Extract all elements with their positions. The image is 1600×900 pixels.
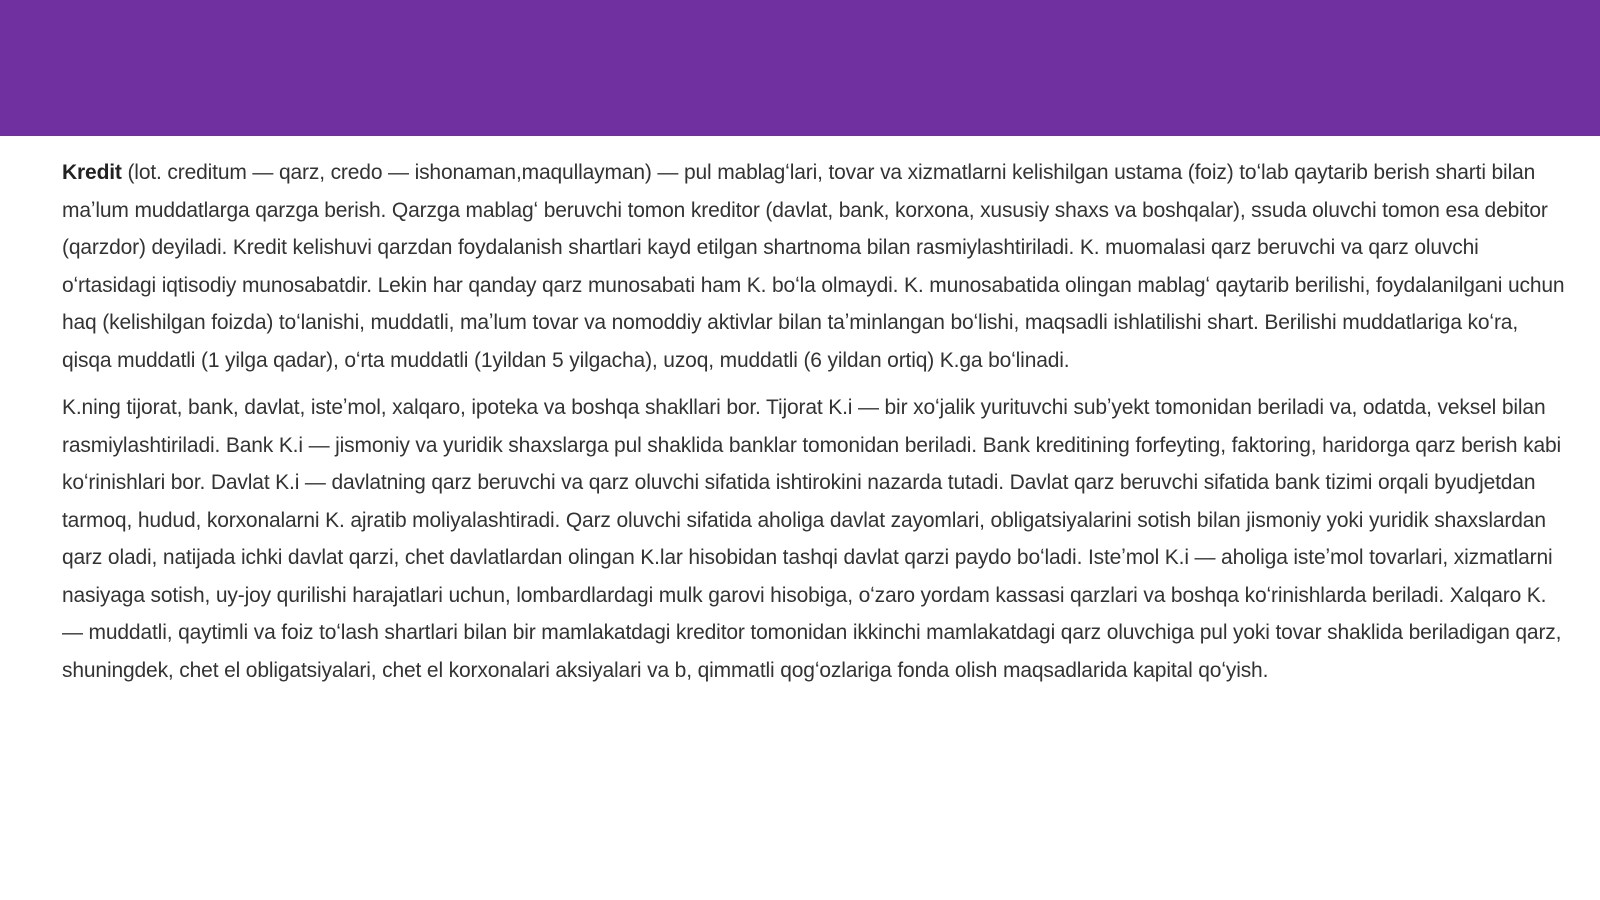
- paragraph-definition: [62, 154, 1570, 379]
- paragraph-types: K.ning tijorat, bank, davlat, isteʼmol, xalqaro, ipoteka va boshqa shakllari bor. Tijorat K.i — bir xoʻjalik yurituvchi subʼyekt tomonidan beriladi va, odatda, veksel bilan rasmiylashtiriladi. Bank K.i — jismoniy va yuridik shaxslarga pul shaklida banklar tomonidan beriladi. Bank kreditining forfeyting, faktoring, haridorga qarz berish kabi koʻrinishlari bor. Davlat K.i — davlatning qarz beruvchi va qarz oluvchi sifatida ishtirokini nazarda tutadi. Davlat qarz beruvchi sifatida bank tizimi orqali byudjetdan tarmoq, hudud, korxonalarni K. ajratib moliyalashtiradi. Qarz oluvchi sifatida aholiga davlat zayomlari, obligatsiyalarini sotish bilan jismoniy yoki yuridik shaxslardan qarz oladi, natijada ichki davlat qarzi, chet davlatlardan olingan K.lar hisobidan tashqi davlat qarzi paydo boʻladi. Isteʼmol K.i — aholiga isteʼmol tovarlari, xizmatlarni nasiyaga sotish, uy-joy qurilishi harajatlari uchun, lombardlardagi mulk garovi hisobiga, oʻzaro yordam kassasi qarzlari va boshqa koʻrinishlarda beriladi. Xalqaro K. — muddatli, qaytimli va foiz toʻlash shartlari bilan bir mamlakatdagi kreditor tomonidan ikkinchi mamlakatdagi qarz oluvchiga pul yoki tovar shaklida beriladigan qarz, shuningdek, chet el obligatsiyalari, chet el korxonalari aksiyalari va b, qimmatli qogʻozlariga fonda olish maqsadlarida kapital qoʻyish.: [62, 396, 1562, 682]
- definition-text: (lot. creditum — qarz, credo — ishonaman,maqullayman) — pul mablagʻlari, tovar va xizmatlarni kelishilgan ustama (foiz) toʻlab qaytarib berish sharti bilan maʼlum muddatlarga qarzga berish. Qarzga mablagʻ beruvchi tomon kreditor (davlat, bank, korxona, xususiy shaxs va boshqalar), ssuda oluvchi tomon esa debitor (qarzdor) deyiladi. Kredit kelishuvi qarzdan foydalanish shartlari kayd etilgan shartnoma bilan rasmiylashtiriladi. K. muomalasi qarz beruvchi va qarz oluvchi oʻrtasidagi iqtisodiy munosabatdir. Lekin har qanday qarz munosabati ham K. boʻla olmaydi. K. munosabatida olingan mablagʻ qaytarib berilishi, foydalanilgani uchun haq (kelishilgan foizda) toʻlanishi, muddatli, maʼlum tovar va nomoddiy aktivlar bilan taʼminlangan boʻlishi, maqsadli ishlatilishi shart. Berilishi muddatlariga koʻra, qisqa muddatli (1 yilga qadar), oʻrta muddatli (1yildan 5 yilgacha), uzoq, muddatli (6 yildan ortiq) K.ga boʻlinadi.: [62, 161, 1565, 372]
- header-band: [0, 0, 1600, 136]
- article-body: [62, 154, 1570, 699]
- term-heading: Kredit: [62, 161, 122, 184]
